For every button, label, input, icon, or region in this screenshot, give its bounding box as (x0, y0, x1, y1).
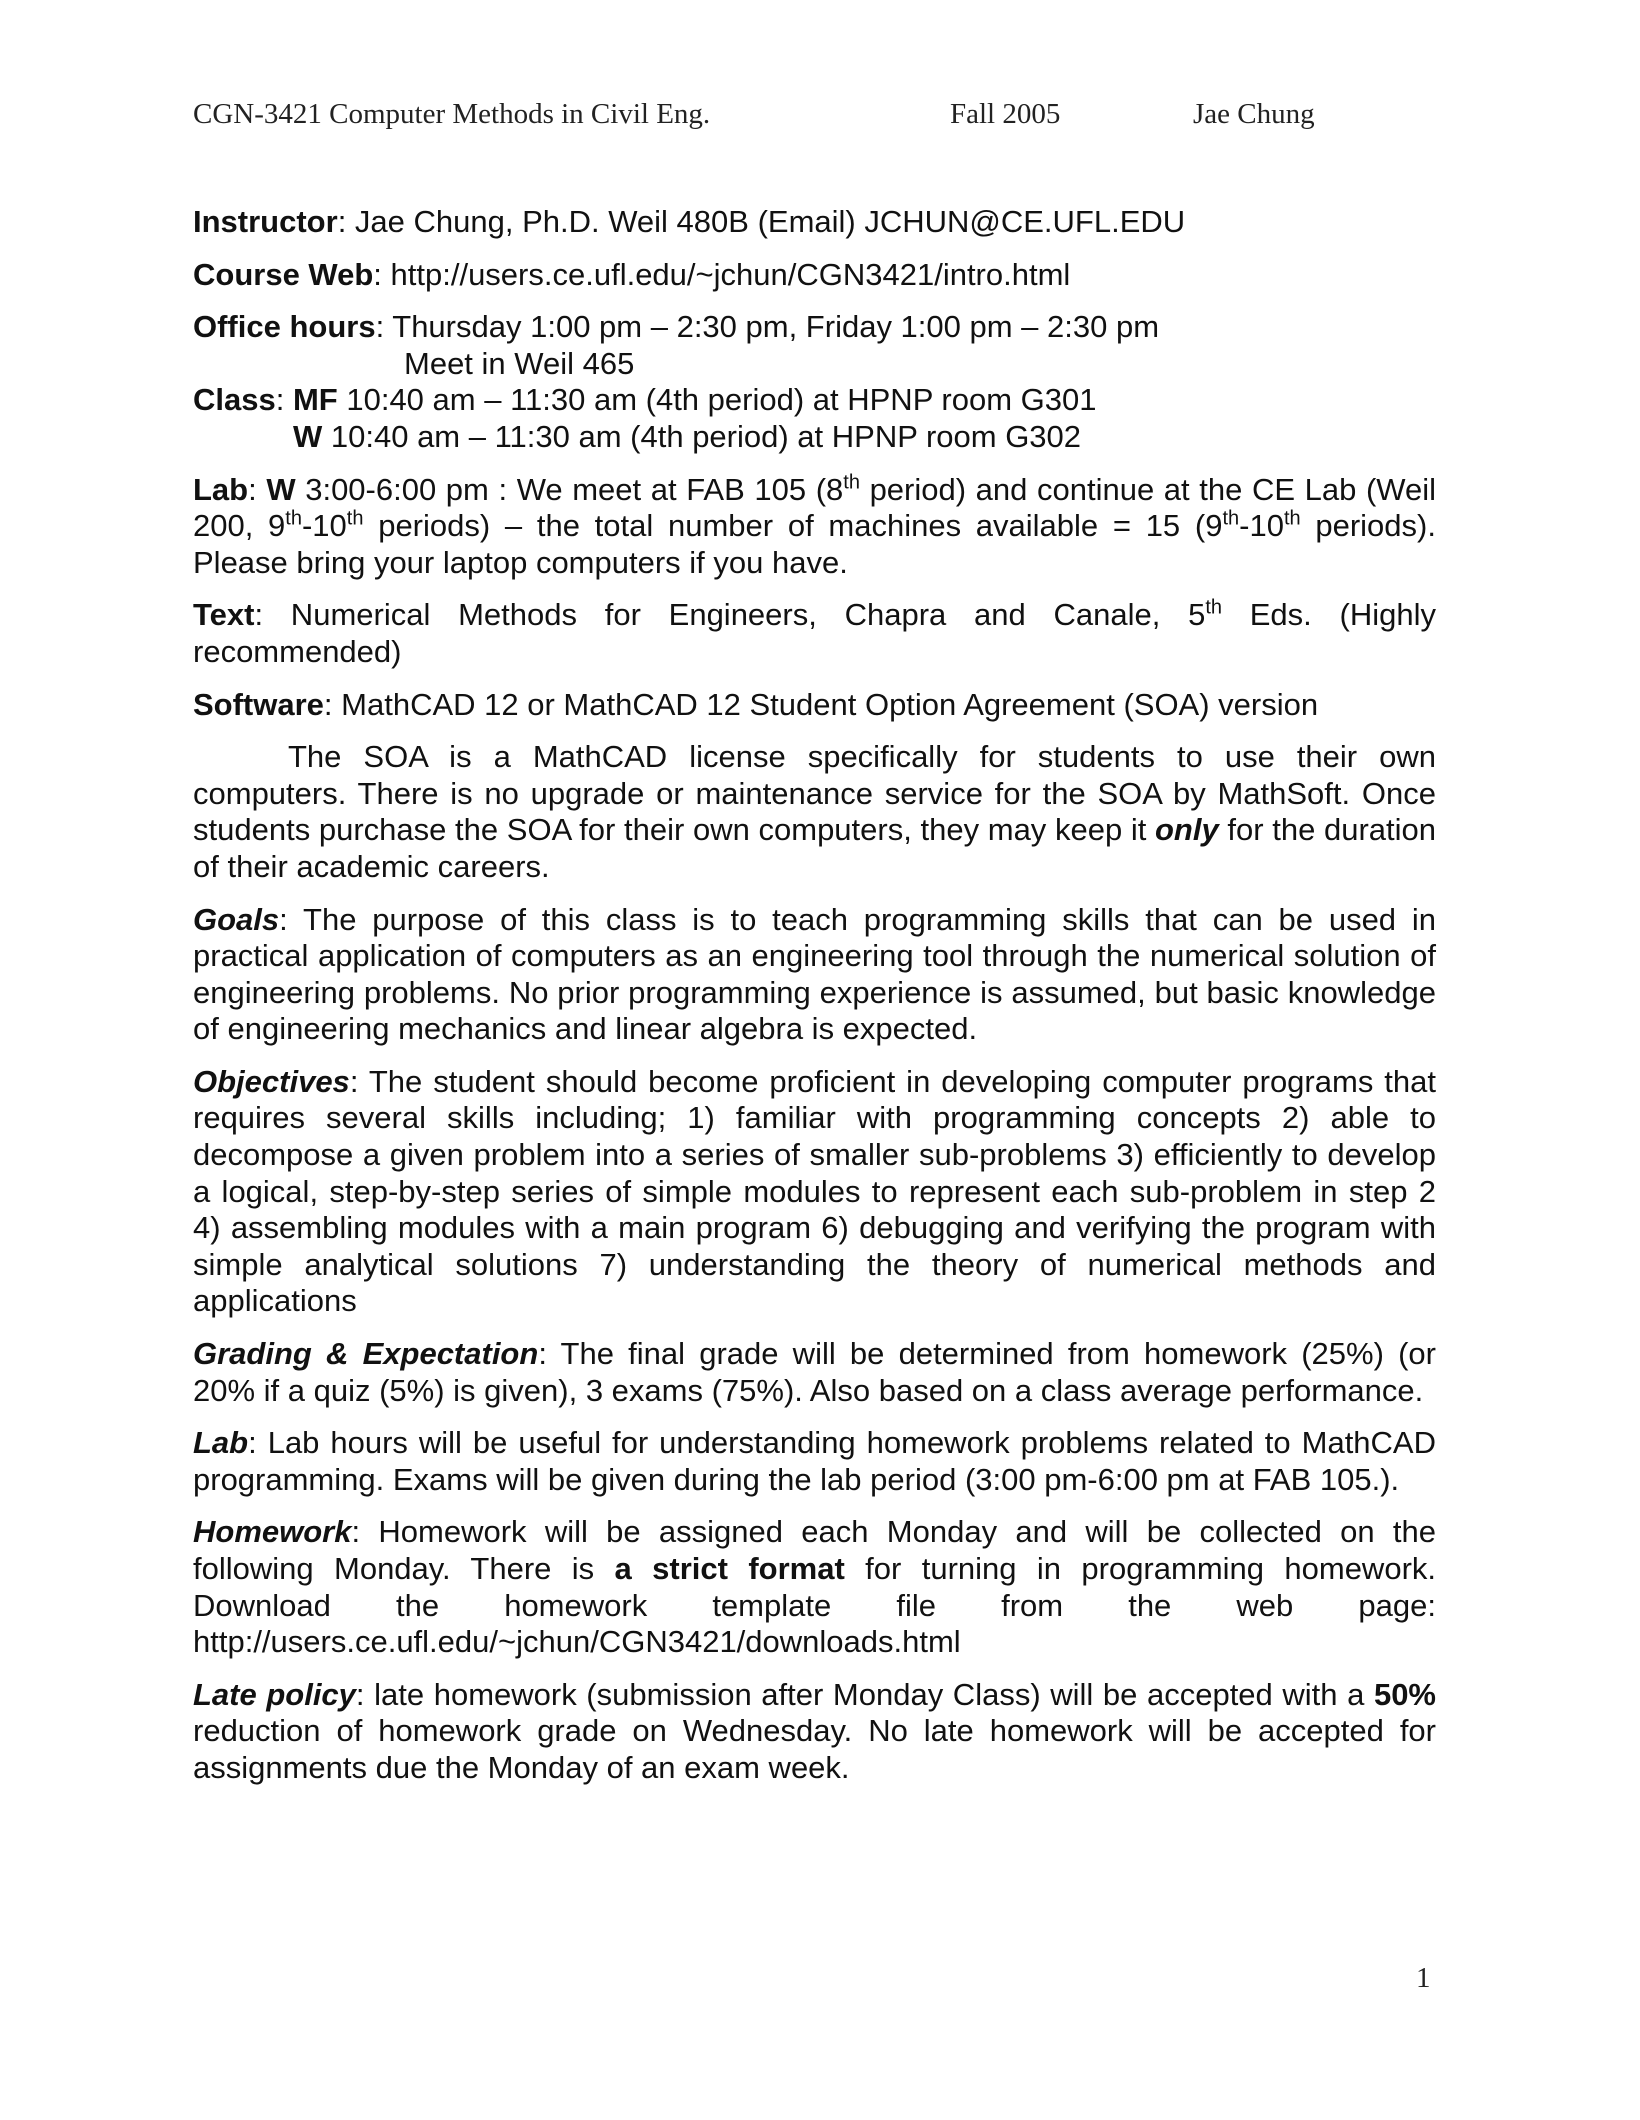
lab-schedule-sup-3: th (346, 507, 364, 530)
class-field (193, 382, 1436, 419)
page-header (193, 98, 1443, 138)
lab-schedule-text-6: periods). Please bring your laptop computers if you have. (193, 508, 1436, 580)
lab-schedule-text-4: periods) – the total number of machines available = 15 (9 (363, 508, 1223, 544)
lab-schedule-day: W (266, 471, 296, 507)
goals-field (193, 902, 1436, 1048)
software-label: Software (193, 686, 324, 722)
lab-schedule-label: Lab (193, 471, 249, 507)
text-book-text-1: : Numerical Methods for Engineers, Chapra and Canale, 5 (254, 597, 1206, 633)
instructor-field (193, 204, 1436, 241)
objectives-field (193, 1064, 1436, 1320)
header-author: Jae Chung (1193, 98, 1315, 130)
header-course-title: CGN-3421 Computer Methods in Civil Eng. (193, 98, 711, 130)
text-book-text-2: Eds. (Highly recommended) (193, 597, 1437, 669)
grading-text: : The final grade will be determined from homework (25%) (or 20% if a quiz (5%) is given), 3 exams (75%). Also based on a class average performance. (193, 1336, 1436, 1408)
office-location-text: Meet in Weil 465 (404, 345, 635, 381)
syllabus-body (193, 204, 1436, 1787)
course-web-field (193, 257, 1436, 294)
homework-field (193, 1514, 1436, 1660)
lab-schedule-sup-4: th (1222, 507, 1240, 530)
homework-text-1: : Homework will be assigned each Monday and will be collected on the following Monday. There is (193, 1514, 1436, 1586)
objectives-text: : The student should become proficient in developing computer programs that requires several skills including; 1) familiar with programming concepts 2) able to decompose a given problem into a series of smaller sub-problems 3) efficiently to develop a logical, step-by-step series of simple modules to represent each sub-problem in step 2 4) assembling modules with a main program 6) debugging and verifying the program with simple analytical solutions 7) understanding the theory of numerical methods and applications (193, 1063, 1436, 1319)
lab-schedule-separator: : (248, 471, 267, 507)
class-w-text: 10:40 am – 11:30 am (4th period) at HPNP room G302 (322, 418, 1082, 454)
class-separator: : (275, 382, 293, 418)
office-hours-text: : Thursday 1:00 pm – 2:30 pm, Friday 1:00 pm – 2:30 pm (375, 309, 1160, 345)
class-mf-text: 10:40 am – 11:30 am (4th period) at HPNP room G301 (337, 382, 1097, 418)
instructor-label: Instructor (193, 204, 338, 239)
software-field (193, 687, 1436, 724)
homework-text-2: for turning in programming homework. Download the homework template file from the web page: http://users.ce.ufl.edu/~jchun/CGN3421/downloads.html (193, 1551, 1436, 1660)
lab-schedule-text-5: -10 (1239, 508, 1284, 544)
homework-emphasis: a strict format (614, 1551, 845, 1586)
instructor-text: : Jae Chung, Ph.D. Weil 480B (Email) JCHUN@CE.UFL.EDU (337, 204, 1186, 239)
late-policy-text-2: reduction of homework grade on Wednesday. No late homework will be accepted for assignments due the Monday of an exam week. (193, 1713, 1436, 1785)
grading-label: Grading & Expectation (193, 1336, 539, 1372)
text-book-sup: th (1205, 597, 1223, 620)
soa-paragraph (193, 739, 1436, 885)
text-book-field (193, 597, 1436, 670)
lab-schedule-sup-5: th (1283, 507, 1301, 530)
software-text: : MathCAD 12 or MathCAD 12 Student Option Agreement (SOA) version (323, 686, 1319, 722)
goals-text: : The purpose of this class is to teach programming skills that can be used in practical application of computers as an engineering tool through the numerical solution of engineering problems. No prior programming experience is assumed, but basic knowledge of engineering mechanics and linear algebra is expected. (193, 901, 1436, 1047)
grading-field (193, 1336, 1436, 1409)
office-hours-field (193, 309, 1436, 346)
lab-schedule-sup-1: th (843, 471, 860, 494)
text-book-label: Text (193, 597, 255, 633)
lab-policy-text: : Lab hours will be useful for understanding homework problems related to MathCAD programming. Exams will be given during the lab period (3:00 pm-6:00 pm at FAB 105.). (193, 1425, 1436, 1497)
lab-schedule-text-1: 3:00-6:00 pm : We meet at FAB 105 (8 (295, 471, 844, 507)
late-policy-emphasis: 50% (1373, 1676, 1436, 1712)
soa-emphasis: only (1155, 812, 1219, 848)
lab-policy-field (193, 1425, 1436, 1498)
lab-policy-label: Lab (193, 1425, 249, 1461)
class-w-days: W (293, 418, 323, 454)
soa-text-2: for the duration of their academic careers. (193, 812, 1436, 884)
objectives-label: Objectives (193, 1063, 350, 1099)
homework-label: Homework (193, 1514, 352, 1550)
late-policy-text-1: : late homework (submission after Monday Class) will be accepted with a (355, 1676, 1374, 1712)
course-web-text: : http://users.ce.ufl.edu/~jchun/CGN3421/intro.html (373, 256, 1071, 292)
soa-text-1: The SOA is a MathCAD license specifically for students to use their own computers. There is no upgrade or maintenance service for the SOA by MathSoft. Once students purchase the SOA for their own computers, they may keep it (193, 739, 1436, 848)
lab-schedule-text-3: -10 (301, 508, 347, 544)
course-web-label: Course Web (193, 256, 374, 292)
goals-label: Goals (193, 901, 280, 937)
lab-schedule-field (193, 472, 1436, 582)
class-w-line (193, 419, 1436, 456)
lab-schedule-text-2: period) and continue at the CE Lab (Weil 200, 9 (193, 471, 1436, 544)
office-hours-label: Office hours (193, 309, 376, 345)
class-label: Class (193, 382, 276, 418)
page-number: 1 (1416, 1962, 1431, 1994)
office-hours-location (193, 346, 1436, 383)
header-term: Fall 2005 (950, 98, 1061, 130)
class-mf-days: MF (292, 382, 338, 418)
late-policy-label: Late policy (193, 1676, 356, 1712)
late-policy-field (193, 1677, 1436, 1787)
lab-schedule-sup-2: th (285, 507, 302, 530)
